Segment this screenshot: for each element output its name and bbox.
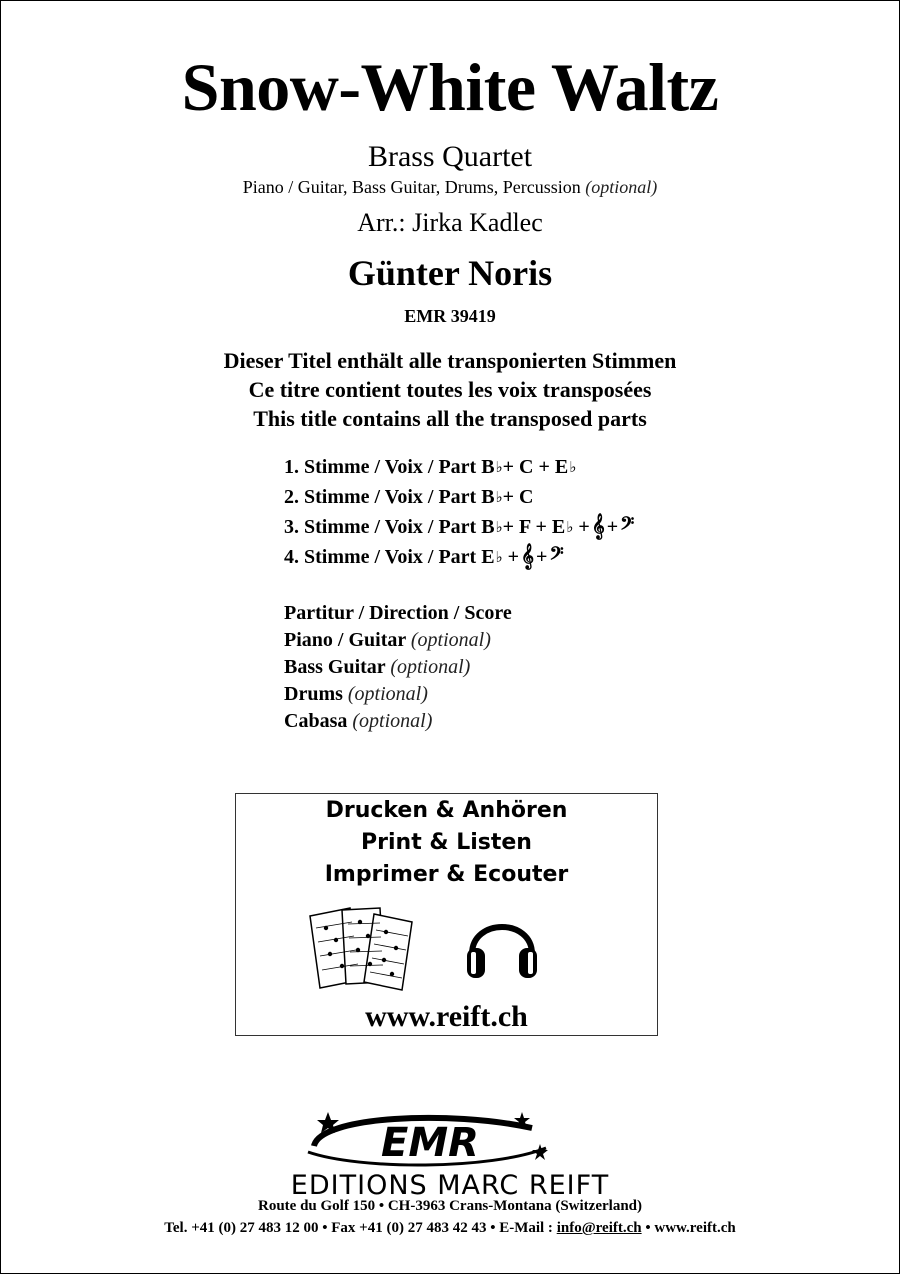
extra-label: Bass Guitar	[284, 656, 386, 678]
treble-clef-icon: 𝄞	[591, 514, 605, 539]
extra-item	[284, 681, 512, 708]
edition-number: EMR 39419	[404, 306, 496, 326]
part-row	[284, 482, 636, 512]
publisher-contact	[0, 1220, 900, 1237]
notice-de: Dieser Titel enthält alle transponierten Stimmen	[223, 348, 677, 373]
emr-logo	[300, 1108, 560, 1170]
optional-label: (optional)	[410, 629, 491, 651]
part-row	[284, 452, 636, 482]
extra-item	[284, 600, 512, 627]
extra-item	[284, 708, 512, 735]
part-row: 4. Stimme / Voix / Part E ♭ + 𝄞 + 𝄢	[284, 542, 636, 572]
instrumentation-sub-text: Piano / Guitar, Bass Guitar, Drums, Percussion	[242, 177, 581, 197]
contact-phone-fax: Tel. +41 (0) 27 483 12 00 • Fax +41 (0) 27 483 42 43 • E-Mail :	[164, 1220, 557, 1236]
flat-sign: ♭	[495, 517, 503, 536]
instrumentation: Brass Quartet	[367, 140, 533, 173]
composer: Günter Noris	[347, 253, 553, 293]
website-link[interactable]: www.reift.ch	[365, 1000, 528, 1033]
bass-clef-icon: 𝄢	[549, 544, 564, 569]
treble-clef-icon: 𝄞	[521, 544, 535, 569]
instrumentation-sub	[0, 177, 900, 198]
box-line-en: Print & Listen	[361, 830, 532, 855]
box-line-fr: Imprimer & Ecouter	[324, 862, 569, 887]
flat-sign: ♭	[569, 457, 577, 476]
optional-label: (optional)	[390, 656, 471, 678]
part-rest: + C + E	[502, 456, 569, 478]
extra-label: Cabasa	[284, 710, 348, 732]
arranger: Arr.: Jirka Kadlec	[357, 208, 543, 237]
email-link[interactable]: info@reift.ch	[556, 1220, 642, 1236]
headphones-icon	[462, 904, 542, 984]
notice-fr: Ce titre contient toutes les voix transposées	[248, 377, 652, 402]
flat-sign: ♭	[566, 517, 574, 536]
extra-item	[284, 654, 512, 681]
extras-list	[284, 600, 512, 735]
publisher-address: Route du Golf 150 • CH-3963 Crans-Montana (Switzerland)	[258, 1198, 642, 1214]
part-label: 1. Stimme / Voix / Part B	[284, 456, 495, 478]
print-listen-box	[235, 793, 658, 1036]
extra-label: Partitur / Direction / Score	[284, 602, 512, 624]
flat-sign: ♭	[495, 547, 503, 566]
extra-label: Piano / Guitar	[284, 629, 406, 651]
optional-label: (optional)	[585, 177, 658, 197]
extra-label: Drums	[284, 683, 343, 705]
part-label: 3. Stimme / Voix / Part B	[284, 516, 495, 538]
parts-list	[284, 452, 636, 572]
publisher-name: EDITIONS MARC REIFT	[290, 1170, 610, 1201]
extra-item	[284, 627, 512, 654]
part-row: 3. Stimme / Voix / Part B ♭ + F + E ♭ + 𝄞 + 𝄢	[284, 512, 636, 542]
part-rest: + C	[502, 486, 534, 508]
page-title: Snow-White Waltz	[181, 49, 719, 125]
optional-label: (optional)	[352, 710, 433, 732]
part-label: 4. Stimme / Voix / Part E	[284, 546, 495, 568]
contact-web: • www.reift.ch	[641, 1220, 736, 1236]
optional-label: (optional)	[347, 683, 428, 705]
part-label: 2. Stimme / Voix / Part B	[284, 486, 495, 508]
flat-sign: ♭	[495, 487, 503, 506]
sheet-music-icon	[306, 902, 426, 992]
notice-en: This title contains all the transposed parts	[253, 406, 647, 431]
logo-text: EMR	[381, 1120, 479, 1166]
box-line-de: Drucken & Anhören	[325, 798, 568, 823]
part-rest: + F + E	[502, 516, 566, 538]
bass-clef-icon: 𝄢	[620, 514, 635, 539]
flat-sign: ♭	[495, 457, 503, 476]
